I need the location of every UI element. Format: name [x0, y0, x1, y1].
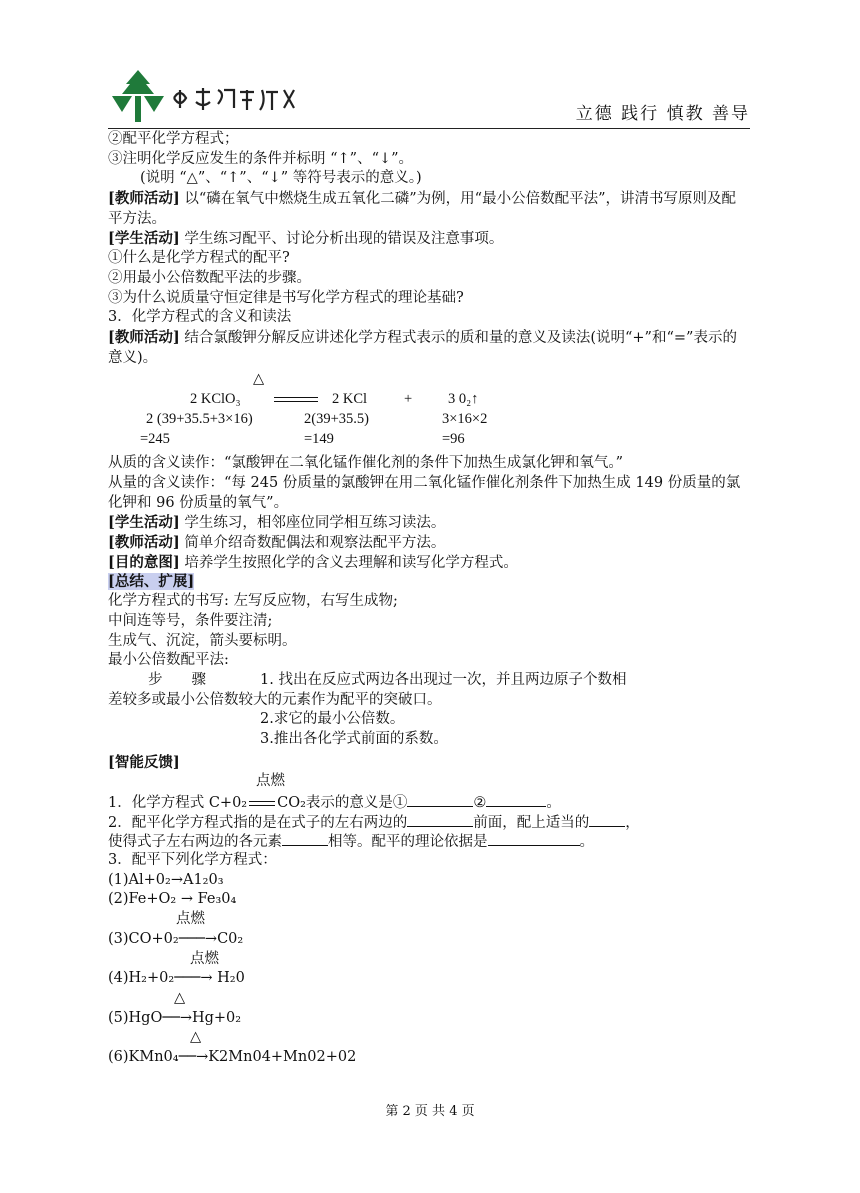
- equation-left: (3)CO+0₂: [108, 930, 179, 947]
- activity-text: 学生练习配平、讨论分析出现的错误及注意事项。: [179, 231, 504, 248]
- condition-symbol: △: [253, 371, 265, 388]
- mass-calc: 3×16×2: [442, 411, 488, 428]
- reactant: 2 KClO₃: [190, 391, 241, 408]
- text-line: 从量的含义读作：“每 245 份质量的氯酸钾在用二氧化锰作催化剂条件下加热生成 149 份质量的氯化钾和 96 份质量的氧气”。: [108, 475, 741, 511]
- teacher-activity: [108, 533, 750, 553]
- summary-heading: [108, 572, 750, 592]
- product: 2 KCl: [332, 391, 368, 408]
- equation-right: H₂0: [212, 970, 245, 987]
- equation-right: C0₂: [217, 930, 244, 947]
- equation-right: Hg+0₂: [191, 1009, 242, 1026]
- chemical-equation: [108, 368, 750, 454]
- activity-tag: [教师活动]: [108, 328, 180, 346]
- answer-blank: [407, 812, 473, 827]
- equation-right: K2Mn04+Mn02+02: [208, 1048, 357, 1065]
- question-text: 使得式子左右两边的各元素: [108, 834, 282, 851]
- equals-sign: [272, 390, 320, 410]
- step-text: 差较多或最小公倍数较大的元素作为配平的突破口。: [108, 691, 442, 708]
- teacher-activity: [108, 328, 750, 368]
- question-text: 1．化学方程式 C+0₂: [108, 795, 248, 812]
- feedback-tag: [智能反馈]: [108, 753, 180, 771]
- question-2: 2．配平化学方程式指的是在式子的左右两边的 前面，配上适当的 ，: [108, 812, 750, 832]
- plus-sign: +: [404, 391, 413, 408]
- step-line: [108, 671, 750, 691]
- condition-label: △: [174, 989, 186, 1006]
- school-motto: 立德 践行 慎教 善导: [575, 104, 750, 124]
- activity-tag: [学生活动]: [108, 514, 180, 532]
- text-line: 化学方程式的书写: 左写反应物，右写生成物;: [108, 593, 398, 610]
- question: ②用最小公倍数配平法的步骤。: [108, 269, 311, 286]
- activity-tag: [目的意图]: [108, 553, 180, 571]
- student-activity: [108, 513, 750, 533]
- equation-item: [108, 969, 750, 989]
- text-line: 从质的含义读作：“氯酸钾在二氧化锰作催化剂的条件下加热生成氯化钾和氧气。”: [108, 455, 624, 472]
- equation-left: (5)HgO: [108, 1009, 163, 1026]
- answer-blank: [486, 792, 546, 807]
- answer-blank: [407, 792, 473, 807]
- text-line: (说明 “△”、“↑”、“↓” 等符号表示的意义。): [140, 170, 422, 187]
- question-2-cont: 使得式子左右两边的各元素 相等。配平的理论依据是 。: [108, 831, 750, 851]
- text-line: 最小公倍数配平法:: [108, 652, 229, 669]
- feedback-heading: [108, 753, 750, 773]
- text-line: ③注明化学反应发生的条件并标明 “↑”、“↓”。: [108, 150, 414, 167]
- mass-result: =96: [442, 431, 465, 448]
- activity-text: 简单介绍奇数配偶法和观察法配平方法。: [179, 535, 446, 552]
- answer-blank: [589, 812, 625, 827]
- document-body: [108, 130, 750, 1068]
- mass-calc: 2(39+35.5): [304, 411, 369, 428]
- condition-label: 点燃: [176, 911, 205, 928]
- equation-item: (2)Fe+O₂ → Fe₃0₄: [108, 891, 237, 908]
- question-text: 相等。配平的理论依据是: [328, 834, 488, 851]
- school-logo: [108, 68, 298, 126]
- equals-sign: [249, 801, 275, 806]
- activity-text: 以“磷在氧气中燃烧生成五氧化二磷”为例，用“最小公倍数配平法”，讲清书写原则及配平方法。: [108, 191, 736, 227]
- question-text: CO₂表示的意义是①: [277, 795, 408, 812]
- arrow: ───→: [178, 930, 218, 947]
- question: ①什么是化学方程式的配平?: [108, 250, 290, 267]
- step-text: 3.推出各化学式前面的系数。: [260, 730, 448, 747]
- question-1: 1．化学方程式 C+0₂ CO₂表示的意义是① ② 。: [108, 792, 750, 812]
- step-text: 2.求它的最小公倍数。: [260, 711, 405, 728]
- summary-tag: [总结、扩展]: [108, 573, 195, 591]
- answer-blank: [488, 831, 580, 846]
- question-text: 前面，配上适当的: [473, 814, 590, 831]
- teacher-activity: [108, 189, 750, 229]
- equation-item: [108, 1048, 750, 1068]
- answer-blank: [282, 831, 328, 846]
- product: 3 0₂↑: [448, 391, 479, 408]
- condition-label: △: [190, 1029, 202, 1046]
- text-line: 中间连等号，条件要注清;: [108, 612, 273, 629]
- text-line: 生成气、沉淀，箭头要标明。: [108, 632, 297, 649]
- activity-tag: [教师活动]: [108, 190, 180, 208]
- condition-label: 点燃: [256, 773, 285, 790]
- step-label: 步 骤: [148, 671, 206, 688]
- activity-tag: [学生活动]: [108, 230, 180, 248]
- arrow: ──→: [178, 1048, 209, 1065]
- step-text: 1. 找出在反应式两边各出现过一次，并且两边原子个数相: [260, 671, 627, 688]
- mass-calc: 2 (39+35.5+3×16): [146, 411, 253, 428]
- equation-left: (4)H₂+0₂: [108, 970, 175, 987]
- equation-item: [108, 1009, 750, 1029]
- equation-item: [108, 930, 750, 950]
- question-text: 2．配平化学方程式指的是在式子的左右两边的: [108, 814, 408, 831]
- activity-text: 学生练习，相邻座位同学相互练习读法。: [179, 515, 446, 532]
- text-line: ②配平化学方程式；: [108, 131, 239, 147]
- student-activity: [108, 229, 750, 249]
- activity-text: 培养学生按照化学的含义去理解和读写化学方程式。: [179, 554, 518, 571]
- question: ③为什么说质量守恒定律是书写化学方程式的理论基础?: [108, 289, 464, 306]
- equation-item: (1)Al+0₂→A1₂0₃: [108, 871, 224, 888]
- arrow: ───→: [174, 970, 213, 987]
- page-footer: 第 2 页 共 4 页: [385, 1104, 475, 1119]
- equation-left: (6)KMn0₄: [108, 1048, 179, 1065]
- condition-label: 点燃: [190, 950, 219, 967]
- arrow: ──→: [162, 1009, 192, 1026]
- mass-result: =245: [140, 431, 170, 448]
- question-3: 3．配平下列化学方程式：: [108, 852, 277, 869]
- question-text: ②: [473, 795, 487, 812]
- page-header: [108, 62, 750, 129]
- section-heading: 3．化学方程式的含义和读法: [108, 309, 292, 326]
- mass-result: =149: [304, 431, 334, 448]
- purpose: [108, 553, 750, 573]
- activity-text: 结合氯酸钾分解反应讲述化学方程式表示的质和量的意义及读法(说明“+”和“=”表示的意义)。: [108, 329, 737, 366]
- activity-tag: [教师活动]: [108, 534, 180, 552]
